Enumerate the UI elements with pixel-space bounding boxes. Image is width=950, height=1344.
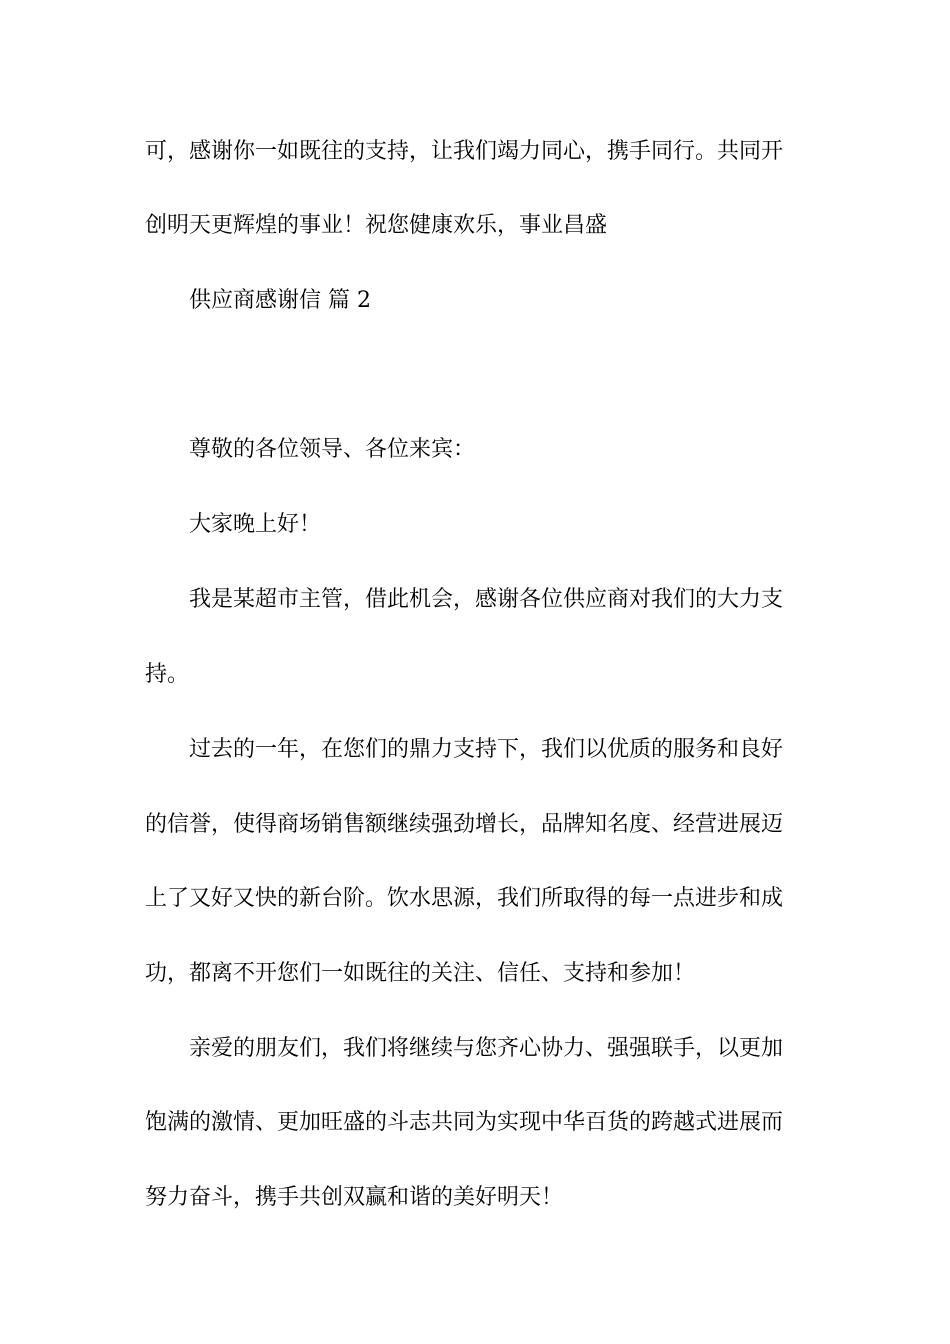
paragraph-line: 努力奋斗，携手共创双赢和谐的美好明天！ xyxy=(145,1185,564,1210)
paragraph-line: 过去的一年，在您们的鼎力支持下，我们以优质的服务和良好 xyxy=(189,737,784,762)
paragraph-line: 亲爱的朋友们，我们将继续与您齐心协力、强强联手，以更加 xyxy=(189,1036,784,1061)
paragraph-line: 持。 xyxy=(145,662,190,687)
paragraph-line: 饱满的激情、更加旺盛的斗志共同为实现中华百货的跨越式进展而 xyxy=(145,1110,784,1135)
paragraph-line: 我是某超市主管，借此机会，感谢各位供应商对我们的大力支 xyxy=(189,587,784,612)
paragraph-line: 的信誉，使得商场销售额继续强劲增长，品牌知名度、经营进展迈 xyxy=(145,812,784,837)
paragraph-line: 功，都离不开您们一如既往的关注、信任、支持和参加！ xyxy=(145,961,696,986)
paragraph-line: 创明天更辉煌的事业！祝您健康欢乐，事业昌盛 xyxy=(145,213,608,238)
salutation-line: 尊敬的各位领导、各位来宾： xyxy=(189,437,476,462)
greeting-line: 大家晚上好！ xyxy=(189,512,322,537)
section-heading: 供应商感谢信 篇 2 xyxy=(189,288,371,313)
paragraph-line: 上了又好又快的新台阶。饮水思源，我们所取得的每一点进步和成 xyxy=(145,886,784,911)
paragraph-line: 可，感谢你一如既往的支持，让我们竭力同心，携手同行。共同开 xyxy=(145,139,784,164)
